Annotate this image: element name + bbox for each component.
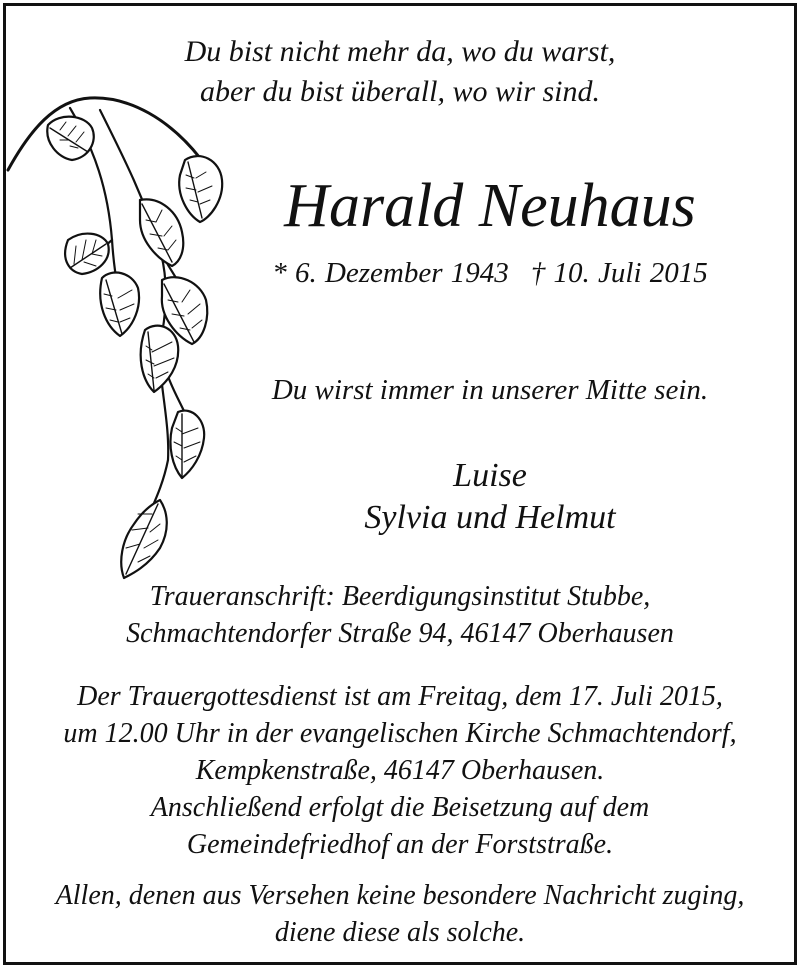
funeral-service-info: [0, 678, 800, 863]
mourner-name: Sylvia und Helmut: [364, 499, 616, 536]
leaf-7: [141, 326, 179, 392]
service-line: Kempkenstraße, 46147 Oberhausen.: [195, 755, 605, 786]
leaf-9: [121, 500, 167, 578]
service-line: Gemeindefriedhof an der Forststraße.: [186, 829, 614, 860]
leaf-8: [170, 411, 204, 478]
birth-date: * 6. Dezember 1943: [272, 257, 509, 289]
leaf-2: [179, 156, 222, 222]
leaf-5: [100, 273, 139, 336]
closing-note: [0, 877, 800, 951]
service-line: Anschließend erfolgt die Beisetzung auf dem: [150, 792, 650, 823]
closing-line: diene diese als solche.: [274, 917, 526, 948]
life-dates: [250, 255, 730, 291]
death-date: † 10. Juli 2015: [530, 257, 708, 289]
mourners: [290, 455, 690, 539]
address-line: Traueranschrift: Beerdigungsinstitut Stubbe,: [149, 581, 651, 612]
deceased-name: Harald Neuhaus: [284, 172, 696, 240]
remembrance-line: Du wirst immer in unserer Mitte sein.: [271, 374, 709, 406]
address-line: Schmachtendorfer Straße 94, 46147 Oberhausen: [126, 618, 674, 649]
leaf-4: [65, 234, 109, 274]
motto-line: Du bist nicht mehr da, wo du warst,: [184, 35, 616, 68]
mourner-name: Luise: [453, 457, 527, 494]
service-line: um 12.00 Uhr in der evangelischen Kirche Schmachtendorf,: [63, 718, 737, 749]
mourning-address: [0, 578, 800, 652]
leaf-1: [47, 117, 93, 160]
motto-quote: [0, 32, 800, 112]
leaf-3: [140, 199, 183, 266]
motto-line: aber du bist überall, wo wir sind.: [199, 75, 601, 108]
closing-line: Allen, denen aus Versehen keine besondere Nachricht zuging,: [55, 880, 745, 911]
service-line: Der Trauergottesdienst ist am Freitag, dem 17. Juli 2015,: [77, 681, 723, 712]
